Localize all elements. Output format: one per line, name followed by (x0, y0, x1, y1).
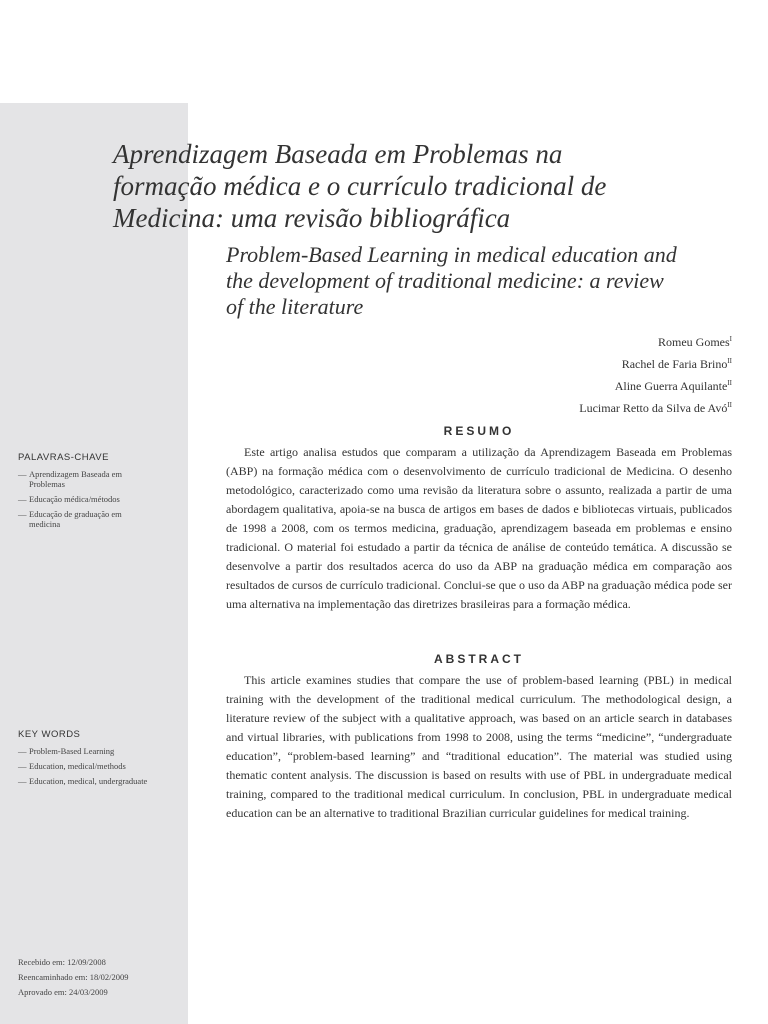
palavras-chave-list (18, 469, 184, 529)
keyword-item: — Educação de graduação em medicina (18, 509, 184, 529)
author: Rachel de Faria Brino$^{II}$ (621, 357, 732, 371)
abstract-heading: ABSTRACT (434, 652, 524, 666)
key-words-list (18, 746, 184, 786)
approved-date: Aprovado em: 24/03/2009 (18, 987, 108, 997)
submission-dates (18, 955, 128, 1000)
keyword-item: — Education, medical, undergraduate (18, 776, 184, 786)
author: Romeu Gomes$^I$ (657, 335, 732, 349)
title-pt-line: formação médica e o currículo tradicional de (113, 171, 607, 201)
title-pt-line: Aprendizagem Baseada em Problemas na (113, 139, 563, 169)
key-words-block (18, 729, 184, 791)
resumo-text: Este artigo analisa estudos que comparam a utilização da Aprendizagem Baseada em Problemas (ABP) na formação médica com o desenvolvimento de currículo tradicional de Medicina. O desenho metodológico, caracterizado como uma revisão da literatura sobre o assunto, realizada a partir de uma abordagem qualitativa, apoia-se na busca de artigos em bases de dados e bibliotecas virtuais, publicados de 1998 a 2008, com os termos medicina, graduação, aprendizagem baseada em problemas e ensino tradicional. O material foi estudado a partir da técnica de análise de conteúdo temática. A discussão se desenvolve a partir dos resultados acerca do uso da ABP na graduação médica em comparação aos resultados de cursos de currículo tradicional. Conclui-se que o uso da ABP na graduação médica pode ser uma alternativa na implementação das diretrizes brasileiras para a formação médica. (226, 445, 732, 611)
palavras-chave-block (18, 452, 184, 534)
title-english (226, 242, 746, 320)
key-words-heading: KEY WORDS (18, 729, 81, 740)
resumo-heading: RESUMO (443, 424, 515, 438)
title-pt-line: Medicina: uma revisão bibliográfica (113, 203, 511, 233)
keyword-item: — Problem-Based Learning (18, 746, 184, 756)
palavras-chave-heading: PALAVRAS-CHAVE (18, 452, 109, 463)
title-en-line: the development of traditional medicine: a review (226, 268, 664, 293)
title-en-line: of the literature (226, 294, 364, 319)
abstract-text: This article examines studies that compare the use of problem-based learning (PBL) in medical training with the development of the traditional medical curriculum. The methodological design, a literature review of the subject with a qualitative approach, was based on an article search in databases and virtual libraries, with publications from 1998 to 2008, using the terms “medicine”, “undergraduate education”, “problem-based learning” and “traditional education”. The material was studied using thematic content analysis. The discussion is based on results with use of PBL in undergraduate medical training, compared to the traditional medical curriculum. In conclusion, PBL in undergraduate medical education can be an alternative to traditional Brazilian curricular guidelines for medical training. (226, 673, 732, 820)
author: Lucimar Retto da Silva de Avó$^{II}$ (579, 401, 732, 415)
author-list (579, 330, 732, 418)
keyword-item: — Education, medical/methods (18, 761, 184, 771)
keyword-item: — Aprendizagem Baseada em Problemas (18, 469, 184, 489)
title-portuguese (113, 138, 733, 234)
keyword-item: — Educação médica/métodos (18, 494, 184, 504)
author: Aline Guerra Aquilante$^{II}$ (614, 379, 732, 393)
sidebar-panel (0, 103, 188, 1024)
resubmitted-date: Reencaminhado em: 18/02/2009 (18, 972, 129, 982)
title-en-line: Problem-Based Learning in medical education and (226, 242, 677, 267)
received-date: Recebido em: 12/09/2008 (18, 957, 106, 967)
